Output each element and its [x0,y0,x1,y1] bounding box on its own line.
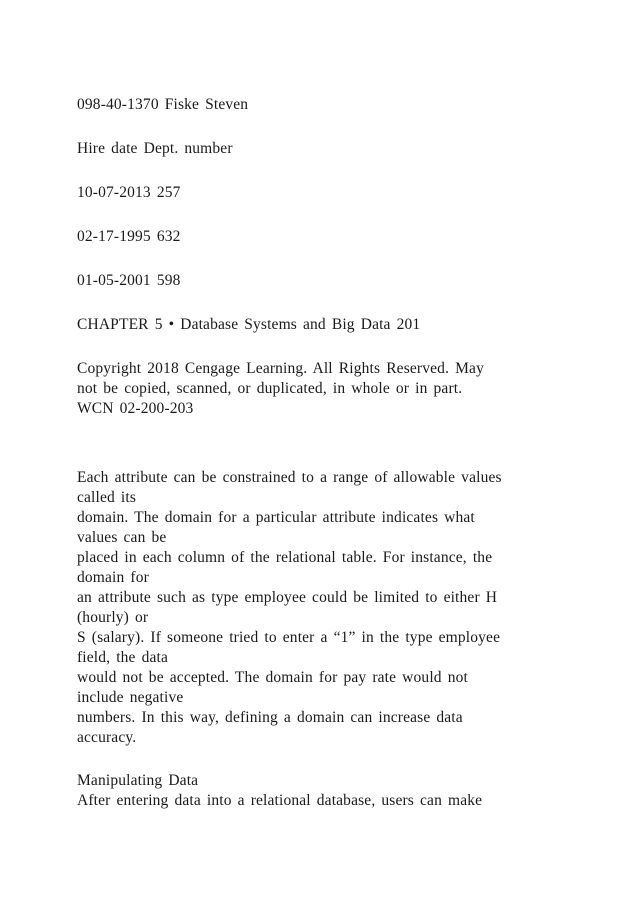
paragraph-line: S (salary). If someone tried to enter a “1” in the type employee [77,629,501,646]
section-heading: Manipulating Data [77,772,199,789]
paragraph-line: values can be [77,529,167,546]
paragraph-line: Each attribute can be constrained to a range of allowable values [77,469,502,486]
table-row: 10-07-2013 257 [77,184,181,201]
paragraph-line: include negative [77,689,184,706]
paragraph-line: called its [77,489,137,506]
copyright-line: WCN 02-200-203 [77,400,194,417]
paragraph-line: After entering data into a relational database, users can make [77,792,483,809]
paragraph-line: domain for [77,569,149,586]
paragraph-line: numbers. In this way, defining a domain can increase data [77,709,463,726]
table-row: 02-17-1995 632 [77,228,181,245]
paragraph-line: placed in each column of the relational table. For instance, the [77,549,493,566]
paragraph-line: accuracy. [77,729,137,746]
paragraph-line: an attribute such as type employee could be limited to either H [77,589,498,606]
table-row: 01-05-2001 598 [77,272,181,289]
chapter-running-header: CHAPTER 5 • Database Systems and Big Data 201 [77,316,421,333]
paragraph-line: would not be accepted. The domain for pay rate would not [77,669,468,686]
table-header-line: Hire date Dept. number [77,140,233,157]
employee-record-line: 098-40-1370 Fiske Steven [77,96,249,113]
paragraph-line: domain. The domain for a particular attribute indicates what [77,509,475,526]
paragraph-line: (hourly) or [77,609,149,626]
copyright-line: not be copied, scanned, or duplicated, in whole or in part. [77,380,463,397]
paragraph-line: field, the data [77,649,169,666]
copyright-line: Copyright 2018 Cengage Learning. All Rights Reserved. May [77,360,484,377]
